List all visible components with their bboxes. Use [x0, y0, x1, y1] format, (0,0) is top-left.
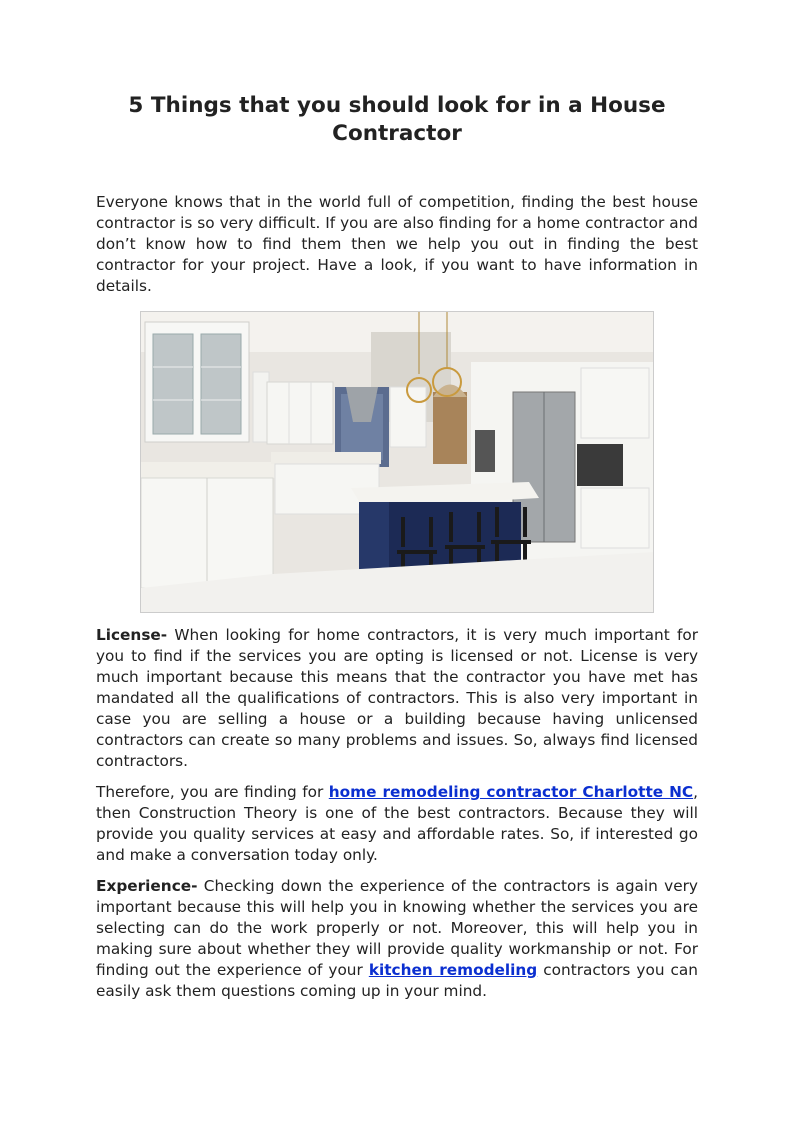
license-text: When looking for home contractors, it is very much important for you to find if the services you are opting is licensed or not. License is very much important because this means that the contractor you have met has mandated all the qualifications of contractors. This is also very important in case you are selling a house or a building because having unlicensed contractors can create so many problems and issues. So, always find licensed contractors. — [96, 626, 698, 770]
experience-heading: Experience- — [96, 877, 198, 895]
experience-after: contractors you can easily ask them questions coming up in your mind. — [96, 961, 698, 1000]
page-title — [96, 92, 698, 148]
therefore-before: Therefore, you are finding for — [96, 783, 329, 801]
intro-paragraph: Everyone knows that in the world full of competition, finding the best house contractor is so very difficult. If you are also finding for a home contractor and don’t know how to find them then we help you out in finding the best contractor for your project. Have a look, if you want to have information in details. — [96, 193, 698, 295]
license-heading: License- — [96, 626, 168, 644]
therefore-paragraph — [96, 782, 698, 866]
kitchen-photo — [140, 311, 654, 613]
therefore-after: , then Construction Theory is one of the best contractors. Because they will provide you quality services at easy and affordable rates. So, if interested go and make a conversation today only. — [96, 783, 699, 864]
title-line-1: 5 Things that you should look for in a House — [128, 93, 666, 118]
kitchen-illustration — [141, 312, 654, 613]
license-paragraph — [96, 625, 698, 772]
experience-paragraph — [96, 876, 698, 1002]
home-remodeling-link[interactable]: home remodeling contractor Charlotte NC — [328, 783, 694, 801]
experience-text: Checking down the experience of the contractors is again very important because this will help you in knowing whether the services you are selecting can do the work properly or not. Moreover, this will help you in making sure about whether they will provide quality workmanship or not. For finding out the experience of your — [96, 877, 698, 979]
title-line-2: Contractor — [332, 121, 462, 146]
kitchen-remodeling-link[interactable]: kitchen remodeling — [368, 961, 538, 979]
document-page — [96, 92, 698, 1002]
